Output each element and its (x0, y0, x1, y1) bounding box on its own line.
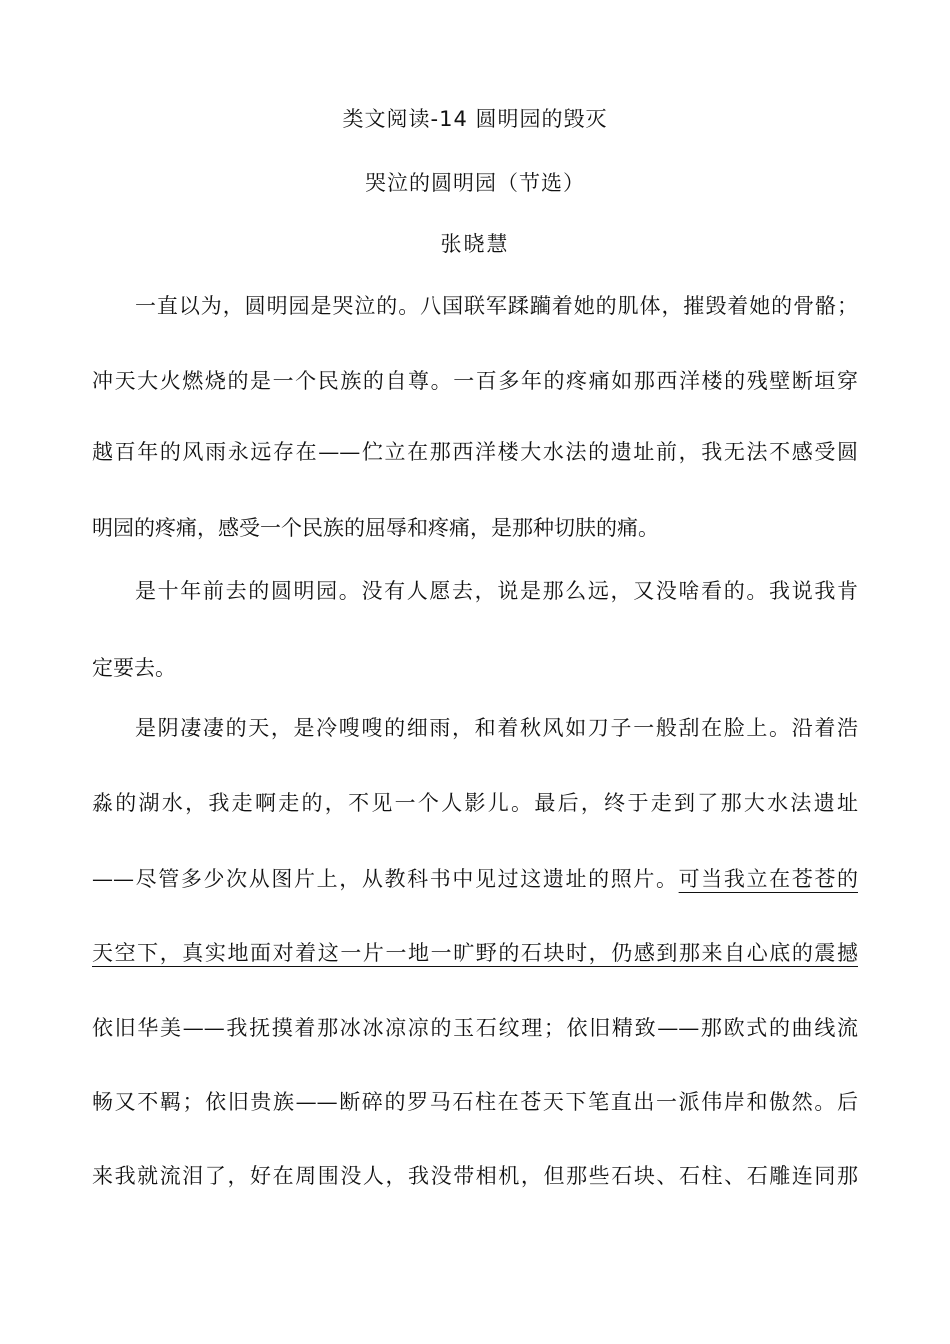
line-text: ——尽管多少次从图片上，从教科书中见过这遗址的照片。 (92, 867, 679, 891)
paragraph-line: 一直以为，圆明园是哭泣的。八国联军蹂躏着她的肌体，摧毁着她的骨骼； (135, 294, 858, 318)
paragraph-line: 明园的疼痛，感受一个民族的屈辱和疼痛，是那种切肤的痛。 (92, 516, 659, 540)
paragraph-line: 越百年的风雨永远存在——伫立在那西洋楼大水法的遗址前，我无法不感受圆 (92, 440, 858, 464)
paragraph-line: 畅又不羁；依旧贵族——断碎的罗马石柱在苍天下笔直出一派伟岸和傲然。后 (92, 1090, 858, 1114)
document-title: 类文阅读-14 圆明园的毁灭 (342, 107, 608, 131)
paragraph-line: 冲天大火燃烧的是一个民族的自尊。一百多年的疼痛如那西洋楼的残壁断垣穿 (92, 369, 858, 393)
paragraph-line: 是十年前去的圆明园。没有人愿去，说是那么远，又没啥看的。我说我肯 (135, 579, 858, 603)
paragraph-line: 依旧华美——我抚摸着那冰冰凉凉的玉石纹理；依旧精致——那欧式的曲线流 (92, 1016, 858, 1040)
underlined-text: 可当我立在苍苍的 (678, 867, 858, 891)
paragraph-line (92, 864, 858, 894)
article-title: 哭泣的圆明园（节选） (365, 171, 585, 195)
paragraph-line: 定要去。 (92, 656, 176, 680)
author-name: 张晓慧 (440, 232, 510, 256)
paragraph-line: 来我就流泪了，好在周围没人，我没带相机，但那些石块、石柱、石雕连同那 (92, 1164, 858, 1188)
underlined-line: 天空下，真实地面对着这一片一地一旷野的石块时，仍感到那来自心底的震撼 (92, 941, 858, 965)
paragraph-line: 是阴凄凄的天，是冷嗖嗖的细雨，和着秋风如刀子一般刮在脸上。沿着浩 (135, 716, 858, 740)
paragraph-line: 淼的湖水，我走啊走的，不见一个人影儿。最后，终于走到了那大水法遗址 (92, 791, 858, 815)
